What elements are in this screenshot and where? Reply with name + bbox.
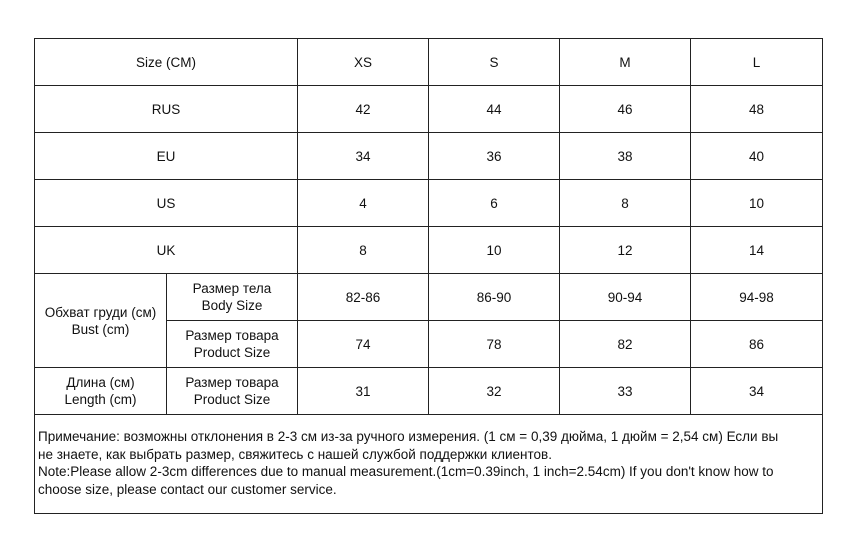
length-product-size-label-ru: Размер товара	[185, 375, 279, 390]
table-cell: 86-90	[429, 274, 560, 321]
table-cell: 14	[691, 227, 823, 274]
table-cell: 48	[691, 86, 823, 133]
note-ru-line-1: Примечание: возможны отклонения в 2-3 см из-за ручного измерения. (1 см = 0,39 дюйма, 1 дюйм = 2,54 см) Если вы	[38, 429, 779, 444]
size-s-header: S	[429, 39, 560, 86]
table-row-length-product	[35, 368, 823, 415]
size-m-header: M	[560, 39, 691, 86]
body-size-label-en: Body Size	[201, 298, 263, 313]
note-en-line-2: choose size, please contact our customer service.	[38, 481, 337, 497]
table-cell: 36	[429, 133, 560, 180]
note-en-line-1: Note:Please allow 2-3cm differences due to manual measurement.(1cm=0.39inch, 1 inch=2.54cm) If you don't know how to	[38, 464, 774, 479]
size-l-header: L	[691, 39, 823, 86]
table-cell: 46	[560, 86, 691, 133]
table-cell: 44	[429, 86, 560, 133]
table-cell: 82	[560, 321, 691, 368]
measurement-note	[35, 415, 823, 514]
table-cell: 12	[560, 227, 691, 274]
note-row	[35, 415, 823, 514]
bust-label-en: Bust (cm)	[71, 321, 130, 337]
table-cell: 6	[429, 180, 560, 227]
table-row-uk	[35, 227, 823, 274]
table-cell: 34	[298, 133, 429, 180]
table-cell: 78	[429, 321, 560, 368]
size-xs-header: XS	[298, 39, 429, 86]
table-cell: 40	[691, 133, 823, 180]
table-cell: 94-98	[691, 274, 823, 321]
row-label-uk: UK	[35, 227, 298, 274]
table-cell: 32	[429, 368, 560, 415]
table-row-rus	[35, 86, 823, 133]
product-size-label	[167, 321, 298, 368]
row-label-eu: EU	[35, 133, 298, 180]
bust-label-ru: Обхват груди (см)	[44, 304, 157, 320]
table-cell: 31	[298, 368, 429, 415]
table-cell: 86	[691, 321, 823, 368]
size-header-label: Size (CM)	[35, 39, 298, 86]
table-cell: 10	[429, 227, 560, 274]
bust-label	[35, 274, 167, 368]
table-cell: 74	[298, 321, 429, 368]
table-row-us	[35, 180, 823, 227]
table-cell: 34	[691, 368, 823, 415]
length-product-size-label	[167, 368, 298, 415]
length-label-en: Length (cm)	[64, 392, 137, 407]
table-cell: 8	[298, 227, 429, 274]
product-size-label-ru: Размер товара	[185, 328, 279, 343]
length-label-ru: Длина (см)	[66, 375, 135, 390]
table-cell: 42	[298, 86, 429, 133]
length-product-size-label-en: Product Size	[193, 392, 271, 407]
body-size-label-ru: Размер тела	[192, 281, 272, 296]
row-label-rus: RUS	[35, 86, 298, 133]
table-cell: 8	[560, 180, 691, 227]
size-chart-table	[34, 38, 823, 514]
row-label-us: US	[35, 180, 298, 227]
body-size-label	[167, 274, 298, 321]
length-label	[35, 368, 167, 415]
table-cell: 38	[560, 133, 691, 180]
table-cell: 4	[298, 180, 429, 227]
note-ru-line-2: не знаете, как выбрать размер, свяжитесь с нашей службой поддержки клиентов.	[38, 446, 552, 462]
table-row-eu	[35, 133, 823, 180]
table-cell: 33	[560, 368, 691, 415]
product-size-label-en: Product Size	[193, 345, 271, 360]
header-row	[35, 39, 823, 86]
table-cell: 10	[691, 180, 823, 227]
table-cell: 82-86	[298, 274, 429, 321]
table-row-bust-body	[35, 274, 823, 321]
table-cell: 90-94	[560, 274, 691, 321]
